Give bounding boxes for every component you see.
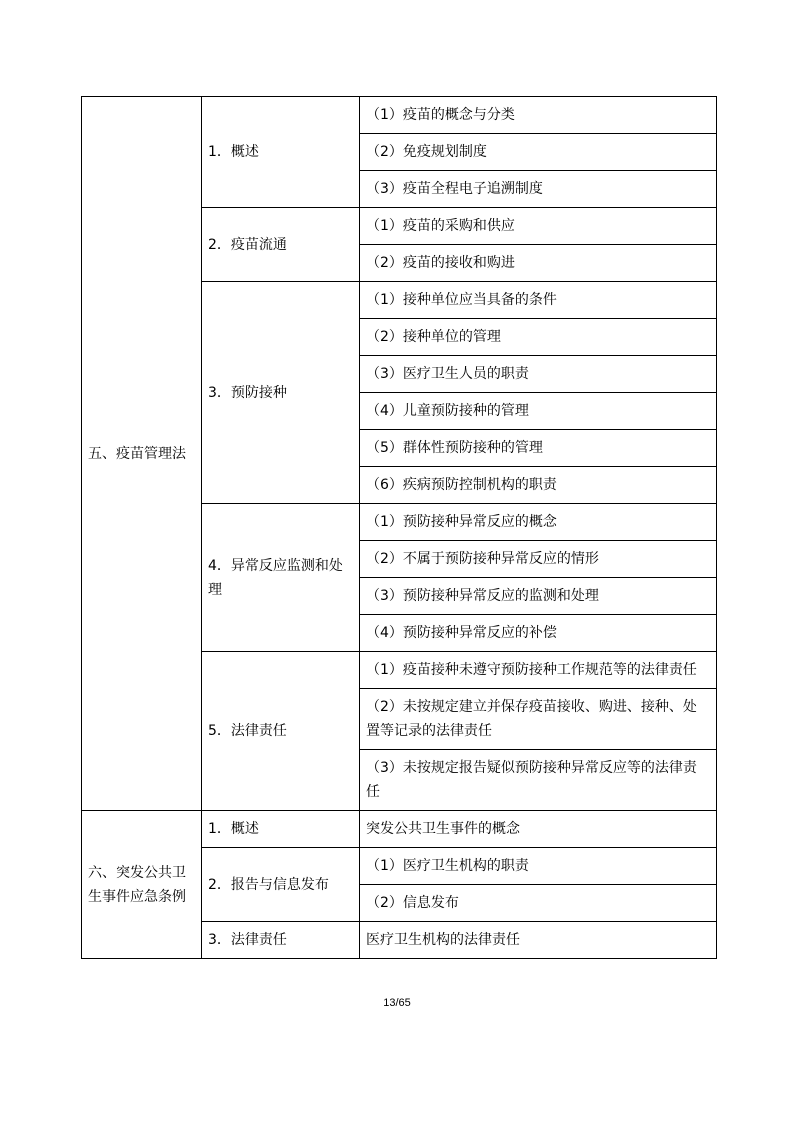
- section-title: 五、疫苗管理法: [82, 97, 202, 811]
- topic-item: （6）疾病预防控制机构的职责: [360, 467, 717, 504]
- topic-label: 1．概述: [202, 811, 360, 848]
- topic-item: （2）未按规定建立并保存疫苗接收、购进、接种、处置等记录的法律责任: [360, 689, 717, 750]
- topic-label: 4．异常反应监测和处理: [202, 504, 360, 652]
- topic-item: （3）医疗卫生人员的职责: [360, 356, 717, 393]
- section-title: 六、突发公共卫生事件应急条例: [82, 811, 202, 959]
- topic-label: 2．报告与信息发布: [202, 848, 360, 922]
- topic-item: （1）疫苗的采购和供应: [360, 208, 717, 245]
- topic-label: 5．法律责任: [202, 652, 360, 811]
- topic-item: （2）不属于预防接种异常反应的情形: [360, 541, 717, 578]
- topic-label: 3．预防接种: [202, 282, 360, 504]
- topic-item: （4）儿童预防接种的管理: [360, 393, 717, 430]
- topic-item: （2）疫苗的接收和购进: [360, 245, 717, 282]
- topic-item: （2）接种单位的管理: [360, 319, 717, 356]
- topic-item: 医疗卫生机构的法律责任: [360, 922, 717, 959]
- page-number: 13/65: [383, 997, 411, 1009]
- topic-item: 突发公共卫生事件的概念: [360, 811, 717, 848]
- topic-item: （2）免疫规划制度: [360, 134, 717, 171]
- topic-item: （1）医疗卫生机构的职责: [360, 848, 717, 885]
- topic-item: （5）群体性预防接种的管理: [360, 430, 717, 467]
- topic-label: 1．概述: [202, 97, 360, 208]
- topic-item: （1）预防接种异常反应的概念: [360, 504, 717, 541]
- topic-item: （3）疫苗全程电子追溯制度: [360, 171, 717, 208]
- topic-item: （1）疫苗接种未遵守预防接种工作规范等的法律责任: [360, 652, 717, 689]
- topic-item: （2）信息发布: [360, 885, 717, 922]
- topic-item: （4）预防接种异常反应的补偿: [360, 615, 717, 652]
- outline-table-body: [82, 97, 717, 959]
- topic-item: （1）接种单位应当具备的条件: [360, 282, 717, 319]
- topic-item: （1）疫苗的概念与分类: [360, 97, 717, 134]
- table-row: [82, 97, 717, 134]
- topic-item: （3）预防接种异常反应的监测和处理: [360, 578, 717, 615]
- topic-label: 3．法律责任: [202, 922, 360, 959]
- topic-item: （3）未按规定报告疑似预防接种异常反应等的法律责任: [360, 750, 717, 811]
- outline-table: [81, 96, 717, 959]
- topic-label: 2．疫苗流通: [202, 208, 360, 282]
- table-row: [82, 811, 717, 848]
